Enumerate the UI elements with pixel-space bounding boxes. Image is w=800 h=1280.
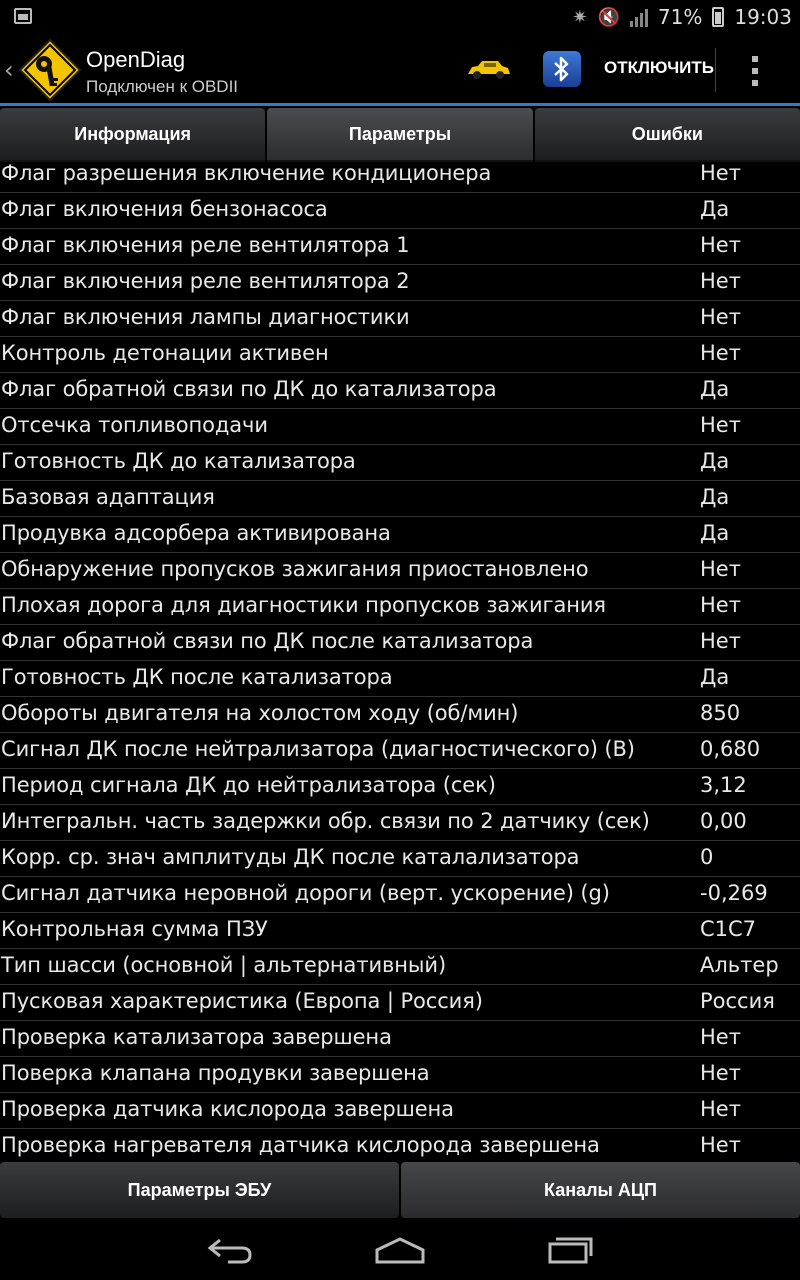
param-label: Поверка клапана продувки завершена: [1, 1061, 430, 1085]
home-icon[interactable]: [374, 1236, 426, 1264]
param-label: Период сигнала ДК до нейтрализатора (сек): [1, 773, 496, 797]
param-value: Нет: [700, 1097, 741, 1121]
param-label: Пусковая характеристика (Европа | Россия): [1, 989, 483, 1013]
param-list[interactable]: [0, 162, 800, 1160]
param-row[interactable]: [0, 985, 800, 1021]
param-value: Нет: [700, 1133, 741, 1157]
param-label: Отсечка топливоподачи: [1, 413, 268, 437]
param-row[interactable]: [0, 265, 800, 301]
param-row[interactable]: [0, 229, 800, 265]
param-value: Нет: [700, 593, 741, 617]
action-bar: [0, 34, 800, 106]
param-value: Да: [700, 665, 730, 689]
param-label: Интегральн. часть задержки обр. связи по 2 датчику (сек): [1, 809, 650, 833]
bluetooth-icon[interactable]: [543, 51, 581, 87]
param-row[interactable]: [0, 481, 800, 517]
tab-params[interactable]: Параметры: [267, 108, 532, 162]
tab-errors[interactable]: Ошибки: [535, 108, 800, 162]
param-value: 0,00: [700, 809, 747, 833]
tab-info[interactable]: Информация: [0, 108, 265, 162]
param-label: Базовая адаптация: [1, 485, 215, 509]
battery-icon: [712, 7, 724, 27]
param-label: Продувка адсорбера активирована: [1, 521, 391, 545]
param-row[interactable]: [0, 733, 800, 769]
up-chevron-icon[interactable]: ‹: [4, 56, 14, 84]
status-icons: [572, 0, 792, 34]
param-value: Нет: [700, 233, 741, 257]
param-row[interactable]: [0, 661, 800, 697]
status-bar: [0, 0, 800, 34]
param-label: Обнаружение пропусков зажигания приостановлено: [1, 557, 589, 581]
param-value: -0,269: [700, 881, 768, 905]
param-label: Контрольная сумма ПЗУ: [1, 917, 268, 941]
param-label: Корр. ср. знач амплитуды ДК после каталализатора: [1, 845, 580, 869]
param-value: C1C7: [700, 917, 757, 941]
param-row[interactable]: [0, 301, 800, 337]
param-value: Нет: [700, 413, 741, 437]
param-value: Нет: [700, 269, 741, 293]
param-label: Сигнал датчика неровной дороги (верт. ускорение) (g): [1, 881, 610, 905]
param-value: Россия: [700, 989, 775, 1013]
mute-icon: 🔇: [597, 6, 620, 28]
param-label: Флаг включения бензонасоса: [1, 197, 328, 221]
param-row[interactable]: [0, 949, 800, 985]
param-label: Флаг разрешения включение кондиционера: [1, 162, 492, 185]
param-row[interactable]: [0, 1021, 800, 1057]
param-row[interactable]: [0, 1057, 800, 1093]
param-list-inner: [0, 162, 800, 1160]
back-icon[interactable]: [206, 1236, 254, 1264]
battery-percent: 71%: [657, 5, 703, 29]
param-label: Обороты двигателя на холостом ходу (об/мин): [1, 701, 519, 725]
bluetooth-status-icon: ✷: [572, 6, 588, 28]
app-title: OpenDiag: [86, 47, 186, 72]
recent-apps-icon[interactable]: [548, 1234, 594, 1264]
param-row[interactable]: [0, 805, 800, 841]
param-label: Флаг обратной связи по ДК до катализатора: [1, 377, 497, 401]
tab-bar: [0, 108, 800, 162]
overflow-menu-icon[interactable]: [752, 56, 760, 86]
bottom-button-bar: [0, 1162, 800, 1218]
param-row[interactable]: [0, 445, 800, 481]
param-label: Флаг включения реле вентилятора 2: [1, 269, 410, 293]
param-value: 0,680: [700, 737, 761, 761]
param-value: Да: [700, 377, 730, 401]
param-value: 850: [700, 701, 741, 725]
param-row[interactable]: [0, 337, 800, 373]
param-value: Да: [700, 449, 730, 473]
param-row[interactable]: [0, 193, 800, 229]
param-row[interactable]: [0, 625, 800, 661]
param-row[interactable]: [0, 373, 800, 409]
car-icon[interactable]: [464, 58, 512, 82]
param-row[interactable]: [0, 1129, 800, 1160]
param-row[interactable]: [0, 913, 800, 949]
param-row[interactable]: [0, 409, 800, 445]
signal-icon: [630, 7, 648, 27]
param-row[interactable]: [0, 769, 800, 805]
param-row[interactable]: [0, 841, 800, 877]
param-value: Нет: [700, 557, 741, 581]
param-label: Флаг включения реле вентилятора 1: [1, 233, 410, 257]
action-divider: [715, 48, 716, 92]
connection-status: Подключен к OBDII: [86, 77, 239, 96]
param-row[interactable]: [0, 162, 800, 193]
param-value: Нет: [700, 1025, 741, 1049]
param-row[interactable]: [0, 589, 800, 625]
param-label: Готовность ДК после катализатора: [1, 665, 393, 689]
adc-channels-button[interactable]: Каналы АЦП: [401, 1162, 800, 1218]
param-value: 3,12: [700, 773, 747, 797]
param-label: Проверка катализатора завершена: [1, 1025, 392, 1049]
param-row[interactable]: [0, 517, 800, 553]
param-value: Да: [700, 197, 730, 221]
param-value: Альтер: [700, 953, 779, 977]
param-value: Нет: [700, 162, 741, 185]
param-value: Да: [700, 521, 730, 545]
param-value: Да: [700, 485, 730, 509]
app-logo-icon[interactable]: [18, 38, 82, 102]
param-value: Нет: [700, 305, 741, 329]
param-label: Контроль детонации активен: [1, 341, 329, 365]
gallery-notification-icon: [14, 8, 32, 24]
param-value: Нет: [700, 629, 741, 653]
param-label: Тип шасси (основной | альтернативный): [1, 953, 447, 977]
param-row[interactable]: [0, 697, 800, 733]
nav-bar: [0, 1218, 800, 1280]
param-value: Нет: [700, 1061, 741, 1085]
param-row[interactable]: [0, 553, 800, 589]
disconnect-button[interactable]: ОТКЛЮЧИТЬ: [604, 58, 714, 77]
clock: 19:03: [734, 5, 792, 29]
param-label: Плохая дорога для диагностики пропусков зажигания: [1, 593, 606, 617]
param-label: Сигнал ДК после нейтрализатора (диагностического) (В): [1, 737, 635, 761]
param-label: Проверка датчика кислорода завершена: [1, 1097, 454, 1121]
param-label: Флаг включения лампы диагностики: [1, 305, 410, 329]
param-row[interactable]: [0, 877, 800, 913]
param-label: Готовность ДК до катализатора: [1, 449, 356, 473]
param-row[interactable]: [0, 1093, 800, 1129]
param-value: Нет: [700, 341, 741, 365]
ecu-params-button[interactable]: Параметры ЭБУ: [0, 1162, 399, 1218]
param-label: Проверка нагревателя датчика кислорода завершена: [1, 1133, 600, 1157]
param-label: Флаг обратной связи по ДК после катализатора: [1, 629, 534, 653]
param-value: 0: [700, 845, 714, 869]
